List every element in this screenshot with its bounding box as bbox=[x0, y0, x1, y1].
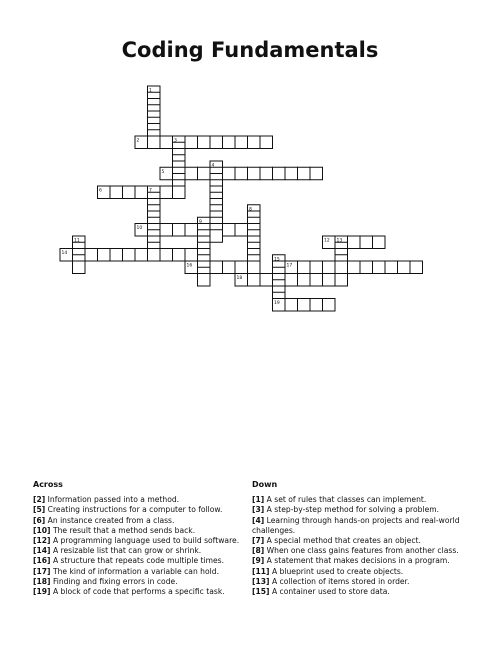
grid-cell[interactable] bbox=[198, 136, 211, 149]
clue-text: A special method that creates an object. bbox=[266, 536, 421, 546]
grid-cell[interactable] bbox=[210, 230, 223, 243]
grid-cell[interactable] bbox=[385, 261, 398, 274]
clue-number: [10] bbox=[33, 525, 51, 535]
grid-cell[interactable] bbox=[323, 274, 336, 287]
clue-number: [9] bbox=[252, 556, 265, 566]
cell-number: 9 bbox=[199, 219, 202, 225]
grid-cell[interactable] bbox=[173, 186, 186, 199]
clue-number: [4] bbox=[252, 515, 265, 525]
grid-cell[interactable] bbox=[273, 167, 286, 180]
clue-text: A container used to store data. bbox=[271, 587, 390, 597]
cell-number: 10 bbox=[136, 226, 143, 231]
cell-number: 7 bbox=[149, 188, 152, 194]
grid-cell[interactable] bbox=[235, 136, 248, 149]
grid-cell[interactable] bbox=[360, 261, 373, 274]
grid-cell[interactable] bbox=[110, 186, 123, 199]
clue-text: Learning through hands-on projects and real-world challenges. bbox=[252, 515, 460, 535]
across-heading: Across bbox=[33, 480, 63, 489]
grid-cell[interactable] bbox=[373, 261, 386, 274]
grid-cell[interactable] bbox=[223, 261, 236, 274]
grid-cell[interactable] bbox=[185, 167, 198, 180]
grid-cell[interactable] bbox=[323, 261, 336, 274]
across-clue bbox=[33, 536, 248, 546]
clue-text: When one class gains features from another class. bbox=[266, 546, 459, 556]
grid-cell[interactable] bbox=[310, 261, 323, 274]
clue-number: [3] bbox=[252, 505, 265, 515]
grid-cell[interactable] bbox=[235, 261, 248, 274]
clue-text: Information passed into a method. bbox=[47, 495, 180, 505]
grid-cell[interactable] bbox=[123, 249, 136, 262]
clue-number: [15] bbox=[252, 587, 270, 597]
grid-cell[interactable] bbox=[223, 167, 236, 180]
clue-number: [17] bbox=[33, 566, 51, 576]
cell-number: 16 bbox=[186, 263, 193, 269]
clue-text: A programming language used to build software. bbox=[52, 536, 240, 546]
clue-text: A structure that repeats code multiple times. bbox=[52, 556, 225, 566]
grid-cell[interactable] bbox=[323, 299, 336, 312]
grid-cell[interactable] bbox=[310, 274, 323, 287]
across-clue bbox=[33, 546, 248, 556]
cell-number: 14 bbox=[61, 251, 68, 256]
grid-cell[interactable] bbox=[135, 249, 148, 262]
down-clue bbox=[252, 587, 464, 597]
grid-cell[interactable] bbox=[335, 261, 348, 274]
down-heading: Down bbox=[252, 480, 278, 489]
down-clue bbox=[252, 495, 464, 505]
grid-cell[interactable] bbox=[373, 236, 386, 249]
grid-cell[interactable] bbox=[248, 274, 261, 287]
grid-cell[interactable] bbox=[260, 136, 273, 149]
grid-cell[interactable] bbox=[310, 299, 323, 312]
clue-text: A block of code that performs a specific task. bbox=[52, 587, 225, 597]
grid-cell[interactable] bbox=[173, 249, 186, 262]
grid-cell[interactable] bbox=[198, 167, 211, 180]
grid-cell[interactable] bbox=[123, 186, 136, 199]
grid-cell[interactable] bbox=[98, 249, 111, 262]
puzzle-title: Coding Fundamentals bbox=[121, 38, 379, 62]
grid-cell[interactable] bbox=[185, 249, 198, 262]
across-clue bbox=[33, 587, 248, 597]
cell-number: 11 bbox=[74, 238, 80, 244]
down-clues bbox=[252, 480, 464, 597]
clue-text: A collection of items stored in order. bbox=[271, 576, 410, 586]
grid-cell[interactable] bbox=[110, 249, 123, 262]
down-clue-list bbox=[252, 495, 464, 597]
clue-number: [1] bbox=[252, 495, 265, 505]
grid-cell[interactable] bbox=[410, 261, 423, 274]
grid-cell[interactable] bbox=[248, 136, 261, 149]
across-clue bbox=[33, 556, 248, 566]
grid-cell[interactable] bbox=[260, 167, 273, 180]
grid-cell[interactable] bbox=[185, 224, 198, 237]
clue-number: [2] bbox=[33, 495, 46, 505]
clue-text: A step-by-step method for solving a problem. bbox=[266, 505, 440, 515]
cell-number: 2 bbox=[136, 138, 140, 144]
grid-cell[interactable] bbox=[210, 136, 223, 149]
grid-cell[interactable] bbox=[198, 274, 211, 287]
cell-number: 18 bbox=[236, 276, 243, 281]
clue-number: [11] bbox=[252, 566, 270, 576]
clue-text: Creating instructions for a computer to follow. bbox=[47, 505, 223, 515]
grid-cell[interactable] bbox=[335, 274, 348, 287]
grid-cell[interactable] bbox=[185, 136, 198, 149]
grid-cell[interactable] bbox=[285, 167, 298, 180]
down-clue bbox=[252, 516, 464, 536]
cell-number: 1 bbox=[149, 88, 152, 94]
grid-cell[interactable] bbox=[248, 167, 261, 180]
grid-cell[interactable] bbox=[298, 261, 311, 274]
grid-cell[interactable] bbox=[148, 136, 161, 149]
across-clue bbox=[33, 577, 248, 587]
grid-cell[interactable] bbox=[210, 261, 223, 274]
clue-number: [13] bbox=[252, 576, 270, 586]
clue-text: Finding and fixing errors in code. bbox=[52, 576, 178, 586]
grid-cell[interactable] bbox=[85, 249, 98, 262]
grid-cell[interactable] bbox=[235, 224, 248, 237]
clue-text: An instance created from a class. bbox=[47, 515, 175, 525]
grid-cell[interactable] bbox=[348, 236, 361, 249]
down-clue bbox=[252, 577, 464, 587]
grid-cell[interactable] bbox=[285, 299, 298, 312]
across-clue bbox=[33, 495, 248, 505]
clue-number: [14] bbox=[33, 546, 51, 556]
grid-cell[interactable] bbox=[223, 224, 236, 237]
grid-cell[interactable] bbox=[298, 299, 311, 312]
grid-cell[interactable] bbox=[160, 224, 173, 237]
down-clue bbox=[252, 546, 464, 556]
clue-number: [5] bbox=[33, 505, 46, 515]
clue-number: [8] bbox=[252, 546, 265, 556]
clue-number: [16] bbox=[33, 556, 51, 566]
grid-cell[interactable] bbox=[160, 249, 173, 262]
grid-cell[interactable] bbox=[235, 167, 248, 180]
clue-text: The result that a method sends back. bbox=[52, 525, 196, 535]
clue-text: A statement that makes decisions in a program. bbox=[266, 556, 450, 566]
clue-number: [12] bbox=[33, 536, 51, 546]
grid-cell[interactable] bbox=[160, 186, 173, 199]
grid-cell[interactable] bbox=[173, 224, 186, 237]
cell-number: 15 bbox=[274, 257, 280, 263]
clue-text: A set of rules that classes can implement. bbox=[266, 495, 427, 505]
down-clue bbox=[252, 556, 464, 566]
clue-number: [19] bbox=[33, 587, 51, 597]
clue-text: A blueprint used to create objects. bbox=[271, 566, 404, 576]
clue-text: A resizable list that can grow or shrink. bbox=[52, 546, 202, 556]
grid-cell[interactable] bbox=[135, 186, 148, 199]
grid-cell[interactable] bbox=[260, 274, 273, 287]
grid-cell[interactable] bbox=[223, 136, 236, 149]
across-clues bbox=[33, 480, 248, 597]
grid-cell[interactable] bbox=[285, 274, 298, 287]
grid-cell[interactable] bbox=[160, 136, 173, 149]
across-clue-list bbox=[33, 495, 248, 597]
cell-number: 13 bbox=[336, 238, 343, 244]
down-clue bbox=[252, 505, 464, 515]
cell-number: 3 bbox=[174, 138, 177, 144]
grid-cell[interactable] bbox=[348, 261, 361, 274]
cell-number: 17 bbox=[286, 263, 293, 269]
down-clue bbox=[252, 567, 464, 577]
across-clue bbox=[33, 567, 248, 577]
grid-cell[interactable] bbox=[398, 261, 411, 274]
grid-cell[interactable] bbox=[310, 167, 323, 180]
cell-number: 6 bbox=[99, 188, 102, 194]
cell-number: 19 bbox=[274, 301, 280, 306]
down-clue bbox=[252, 536, 464, 546]
grid-cell[interactable] bbox=[298, 167, 311, 180]
clue-text: The kind of information a variable can hold. bbox=[52, 566, 219, 576]
cell-number: 8 bbox=[249, 207, 252, 213]
grid-cell[interactable] bbox=[248, 261, 261, 274]
across-clue bbox=[33, 516, 248, 526]
grid-cell[interactable] bbox=[73, 261, 86, 274]
clue-number: [6] bbox=[33, 515, 46, 525]
cell-number: 4 bbox=[211, 163, 215, 169]
grid-cell[interactable] bbox=[360, 236, 373, 249]
grid-cell[interactable] bbox=[148, 249, 161, 262]
clue-number: [7] bbox=[252, 536, 265, 546]
across-clue bbox=[33, 505, 248, 515]
cell-number: 5 bbox=[161, 169, 165, 175]
grid-cell[interactable] bbox=[298, 274, 311, 287]
across-clue bbox=[33, 526, 248, 536]
clue-number: [18] bbox=[33, 576, 51, 586]
cell-number: 12 bbox=[324, 238, 330, 244]
